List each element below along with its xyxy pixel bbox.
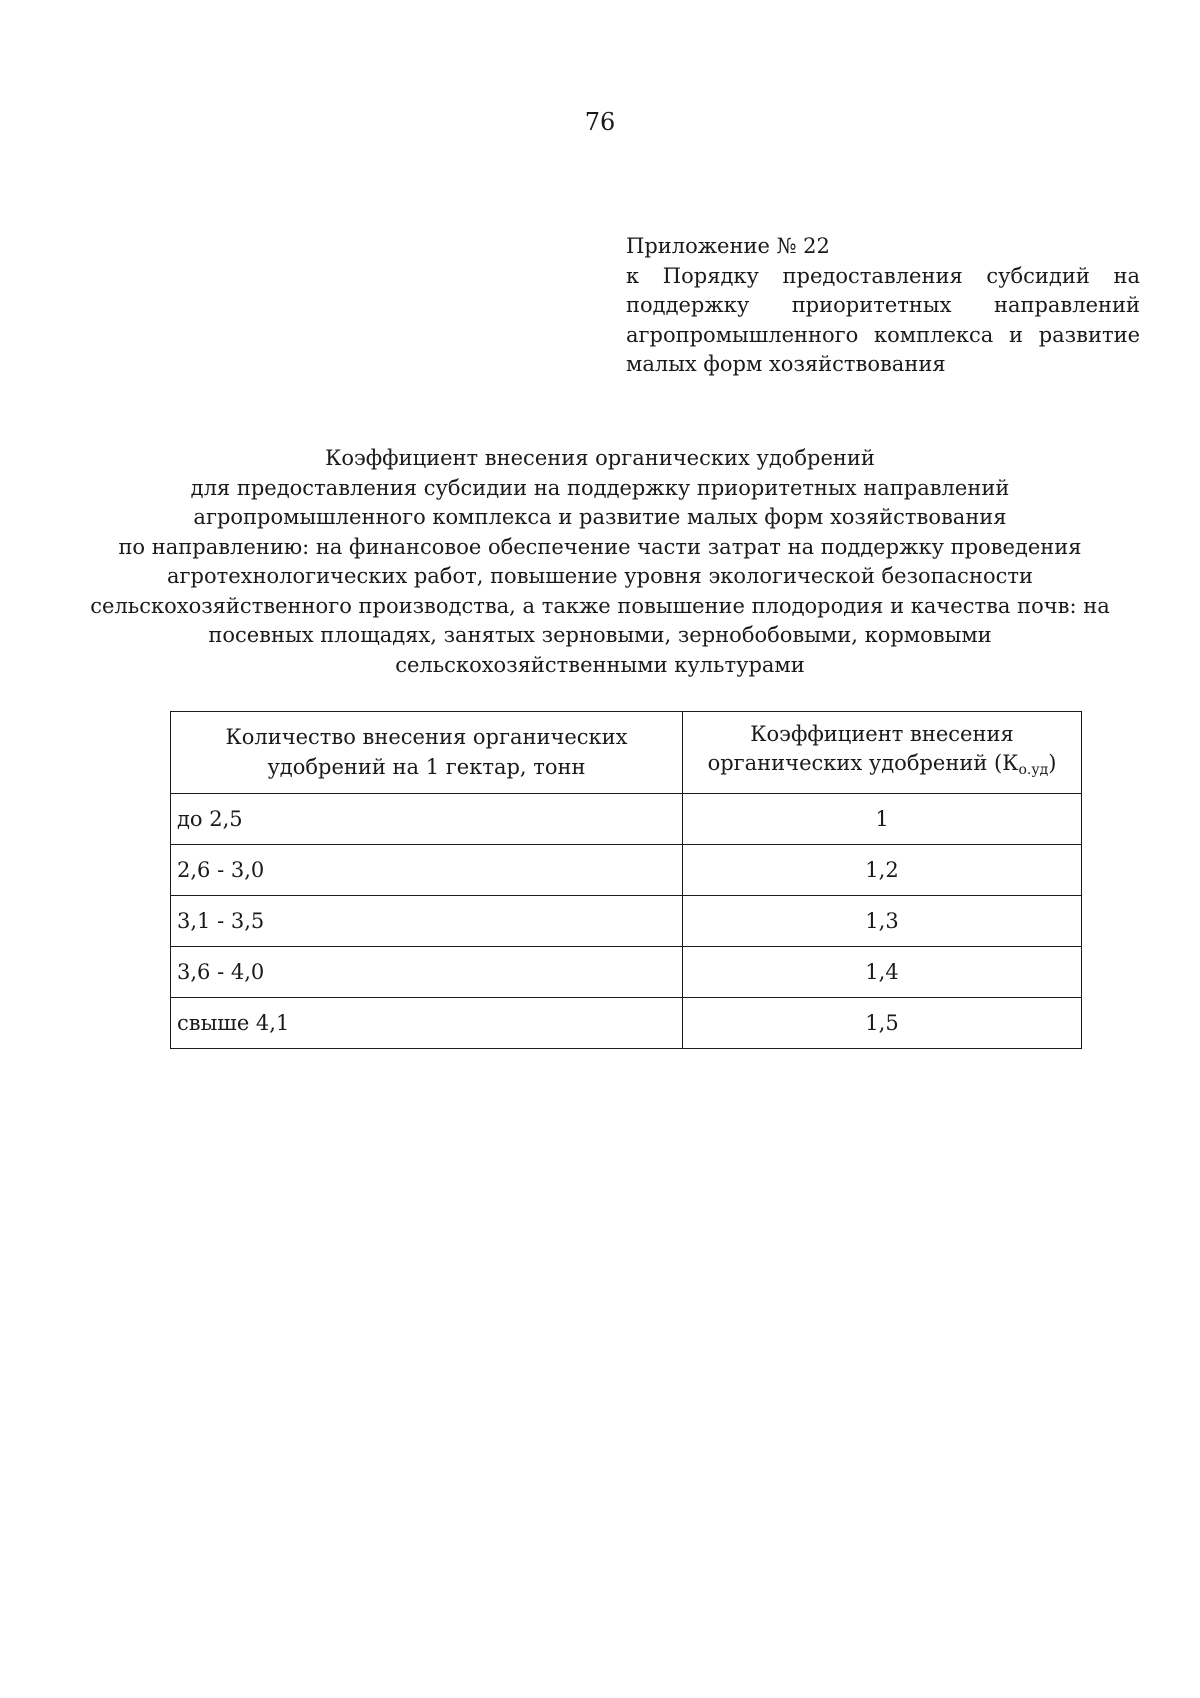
title-line: Коэффициент внесения органических удобрений	[325, 446, 875, 470]
coefficient-table	[170, 711, 1082, 1049]
page-number: 76	[584, 108, 616, 136]
header-coefficient-text: органических удобрений (К	[707, 751, 1019, 775]
header-amount-line: удобрений на 1 гектар, тонн	[267, 754, 586, 779]
title-line: посевных площадях, занятых зерновыми, зернобобовыми, кормовыми	[208, 623, 992, 647]
header-coefficient-close: )	[1048, 751, 1057, 775]
appendix-line: к Порядку предоставления субсидий на	[626, 263, 1140, 288]
title-line: по направлению: на финансовое обеспечение части затрат на поддержку проведения	[118, 534, 1082, 559]
table-header-row	[171, 712, 1082, 794]
title-line: агротехнологических работ, повышение уровня экологической безопасности	[167, 564, 1033, 588]
title-line: сельскохозяйственными культурами	[395, 652, 805, 677]
header-coefficient-line	[689, 749, 1075, 786]
amount-cell: 3,6 - 4,0	[171, 947, 683, 998]
appendix-line: малых форм хозяйствования	[626, 352, 946, 376]
table-row	[171, 896, 1082, 947]
coefficient-cell: 1,4	[683, 947, 1082, 998]
amount-cell: 3,1 - 3,5	[171, 896, 683, 947]
header-amount	[171, 712, 683, 794]
document-title	[60, 444, 1140, 680]
coefficient-cell: 1,2	[683, 845, 1082, 896]
header-amount-line: Количество внесения органических	[225, 725, 628, 749]
header-coefficient	[683, 712, 1082, 794]
amount-cell: до 2,5	[171, 794, 683, 845]
title-line: сельскохозяйственного производства, а также повышение плодородия и качества почв: на	[90, 593, 1110, 618]
table-row	[171, 998, 1082, 1049]
appendix-number: Приложение № 22	[626, 234, 830, 258]
title-line: агропромышленного комплекса и развитие малых форм хозяйствования	[193, 505, 1007, 529]
coefficient-subscript: о.уд	[1018, 762, 1049, 778]
title-line: для предоставления субсидии на поддержку приоритетных направлений	[190, 475, 1010, 500]
table-row	[171, 947, 1082, 998]
amount-cell: свыше 4,1	[171, 998, 683, 1049]
table-row	[171, 794, 1082, 845]
table-row	[171, 845, 1082, 896]
amount-cell: 2,6 - 3,0	[171, 845, 683, 896]
appendix-line: агропромышленного комплекса и развитие	[626, 322, 1140, 347]
coefficient-cell: 1,5	[683, 998, 1082, 1049]
appendix-block	[626, 232, 1140, 380]
appendix-line: поддержку приоритетных направлений	[626, 293, 1140, 317]
header-coefficient-line: Коэффициент внесения	[750, 721, 1014, 746]
coefficient-cell: 1,3	[683, 896, 1082, 947]
coefficient-cell: 1	[683, 794, 1082, 845]
